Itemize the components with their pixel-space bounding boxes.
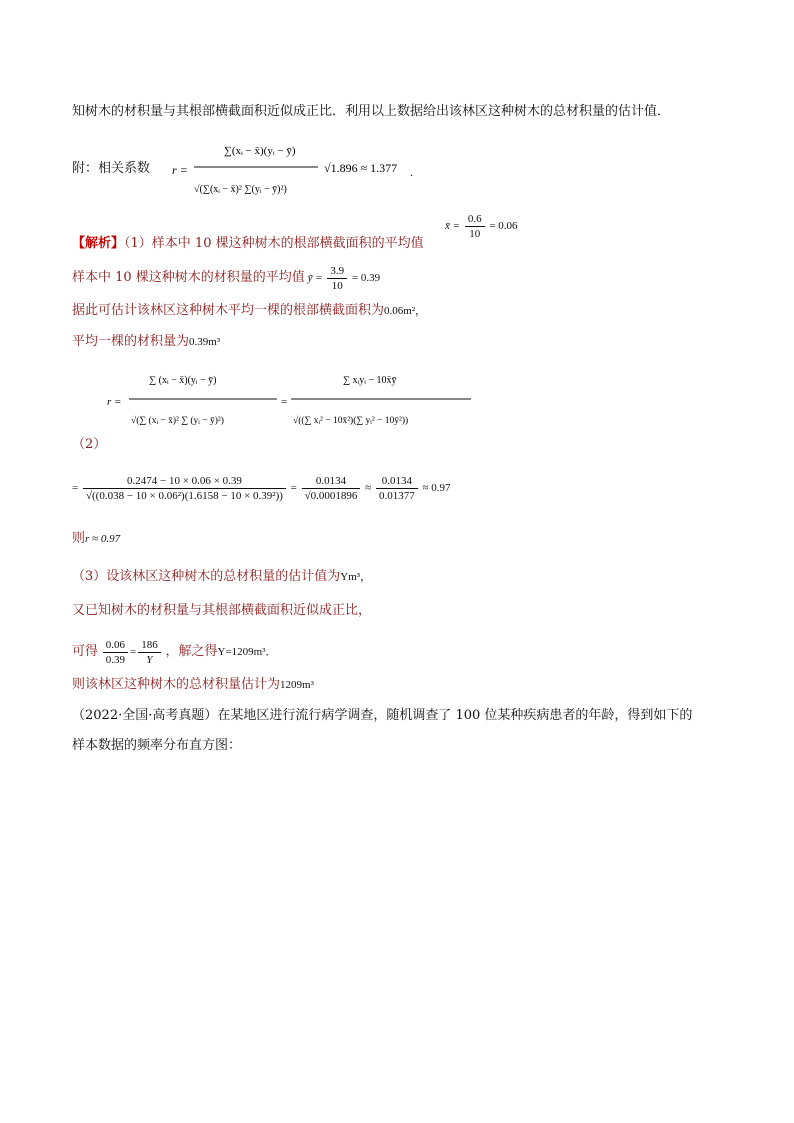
- part3-num2: 186: [138, 638, 161, 653]
- part3-line-c: [72, 638, 277, 667]
- formula-numerator: ∑(xᵢ − x̄)(yᵢ − ȳ): [224, 145, 296, 157]
- part1-line-b: [72, 264, 380, 293]
- part3-eq: =: [130, 646, 137, 659]
- appendix-end: .: [410, 165, 413, 179]
- part3-line-d: [72, 676, 314, 694]
- mean-x-num: 0.6: [465, 212, 485, 227]
- part1-line-d: [72, 333, 220, 351]
- part2-result-lead: 则: [72, 531, 86, 546]
- formula-denominator: √(∑(xᵢ − x̄)² ∑(yᵢ − ȳ)²): [194, 184, 287, 195]
- part2-den1: √((0.038 − 10 × 0.06²)(1.6158 − 10 × 0.39²)): [85, 490, 283, 502]
- sqrt-value: √1.896 ≈ 1.377: [324, 161, 398, 175]
- svg-text:=: =: [281, 396, 288, 408]
- part2-result: r ≈ 0.97: [85, 533, 121, 545]
- mean-x-formula: [445, 212, 518, 241]
- mean-x-rhs: = 0.06: [489, 220, 518, 233]
- part2-line2: [72, 474, 451, 503]
- mean-x-den: 10: [469, 228, 481, 240]
- mean-x-lhs: x̄ =: [445, 220, 461, 233]
- part1-text-b: 样本中 10 棵这种树木的材积量的平均值: [72, 270, 305, 286]
- svg-text:∑ xᵢyᵢ − 10x̄ȳ: ∑ xᵢyᵢ − 10x̄ȳ: [343, 375, 397, 386]
- part2-label: （2）: [72, 437, 107, 452]
- part3-lead-c: 可得: [72, 644, 99, 660]
- intro-line: 知树木的材积量与其根部横截面积近似成正比．利用以上数据给出该林区这种树木的总材积量的估计值．: [72, 104, 671, 119]
- appendix-line: [72, 160, 150, 178]
- part1-text-a: （1）样本中 10 棵这种树木的根部横截面积的平均值: [124, 236, 424, 251]
- r-symbol: r =: [172, 163, 188, 177]
- part3-den2: Y: [146, 654, 153, 666]
- part1-text-d: 平均一棵的材积量为: [72, 334, 190, 349]
- part3-den1: 0.39: [105, 654, 126, 666]
- part2-num1: 0.2474 − 10 × 0.06 × 0.39: [83, 474, 286, 489]
- appendix-label: 附：相关系数: [72, 161, 151, 176]
- svg-text:r =: r =: [107, 396, 122, 408]
- next-problem-line1: （2022·全国·高考真题）在某地区进行流行病学调查，随机调查了 100 位某种疾病患者的年龄，得到如下的: [72, 708, 693, 723]
- mean-y-lhs: ȳ =: [307, 272, 323, 285]
- part3-value-c: Y=1209m³．: [217, 646, 277, 659]
- part3-text-d: 则该林区这种树木的总材积量估计为: [72, 677, 281, 692]
- part3-text-a: （3）设该林区这种树木的总材积量的估计值为: [72, 569, 341, 584]
- mean-y-rhs: = 0.39: [351, 272, 381, 285]
- part3-value-a: Ym³，: [340, 571, 372, 583]
- correlation-formula: [170, 132, 450, 212]
- part1-line-c: [72, 302, 426, 320]
- part3-line-a: [72, 568, 371, 586]
- correlation-derivation: [105, 365, 485, 445]
- solution-tag: 【解析】: [72, 236, 125, 251]
- part3-num1: 0.06: [103, 638, 128, 653]
- part2-eq-lead: =: [72, 482, 79, 495]
- part2-result-line: [72, 530, 120, 548]
- part2-approx1: ≈: [365, 482, 372, 495]
- svg-text:√((∑ xᵢ² − 10x̄²)(∑ yᵢ² − 10ȳ²: √((∑ xᵢ² − 10x̄²)(∑ yᵢ² − 10ȳ²)): [293, 416, 409, 426]
- part2-num3: 0.0134: [376, 474, 418, 489]
- svg-text:∑ (xᵢ − x̄)(yᵢ − ȳ): ∑ (xᵢ − x̄)(yᵢ − ȳ): [149, 375, 217, 386]
- svg-text:√(∑ (xᵢ − x̄)² ∑ (yᵢ − ȳ)²): √(∑ (xᵢ − x̄)² ∑ (yᵢ − ȳ)²): [131, 416, 224, 426]
- part2-den2: √0.0001896: [304, 490, 358, 502]
- part1-value-d: 0.39m³: [189, 336, 221, 348]
- part1-text-c: 据此可估计该林区这种树木平均一棵的根部横截面积为: [72, 303, 385, 318]
- next-problem-line2: 样本数据的频率分布直方图：: [72, 738, 242, 753]
- part2-approx2: ≈ 0.97: [422, 482, 451, 495]
- part2-eq2: =: [290, 482, 297, 495]
- part1-line-a: [72, 235, 424, 253]
- mean-y-den: 10: [331, 280, 343, 292]
- mean-y-num: 3.9: [327, 264, 347, 279]
- part1-value-c: 0.06m²，: [384, 305, 427, 317]
- part2-num2: 0.0134: [302, 474, 361, 489]
- part3-line-b: 又已知树木的材积量与其根部横截面积近似成正比，: [72, 603, 372, 618]
- part2-den3: 0.01377: [378, 490, 415, 502]
- part3-tail-c: ，解之得: [165, 644, 218, 660]
- part3-value-d: 1209m³: [280, 679, 314, 691]
